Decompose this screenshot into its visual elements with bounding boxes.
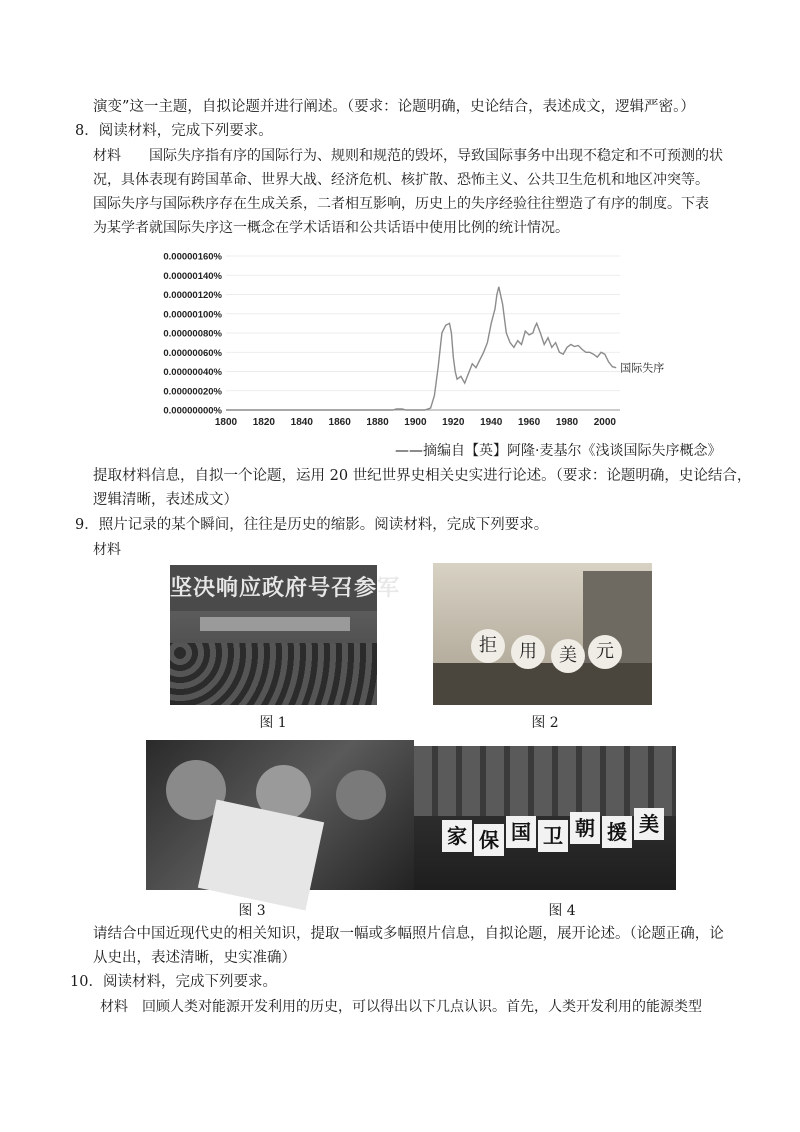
photo-2-boycott-usd — [433, 563, 652, 705]
caption-fig-4: 图 4 — [548, 903, 576, 919]
series-line-international-disorder — [226, 287, 616, 410]
question-10-title: 10．阅读材料，完成下列要求。 — [70, 974, 277, 990]
x-tick-label: 1960 — [517, 417, 541, 428]
x-tick-label: 1800 — [214, 417, 238, 428]
prev-question-tail: 演变”这一主题，自拟论题并进行阐述。（要求：论题明确，史论结合，表述成文，逻辑严密。） — [93, 99, 695, 115]
y-tick-label: 0.00000040% — [163, 367, 222, 378]
material-8-line-4: 为某学者就国际失序这一概念在学术话语和公共话语中使用比例的统计情况。 — [93, 220, 569, 236]
photo-4-sign: 卫 — [538, 820, 568, 852]
caption-fig-2: 图 2 — [531, 715, 559, 731]
photo-4-sign: 朝 — [570, 812, 600, 844]
caption-fig-1: 图 1 — [259, 715, 287, 731]
x-tick-label: 1980 — [555, 417, 579, 428]
y-tick-label: 0.00000160% — [163, 251, 222, 263]
y-tick-label: 0.00000000% — [163, 405, 222, 417]
caption-fig-3: 图 3 — [238, 903, 266, 919]
series-label: 国际失序 — [620, 362, 665, 375]
material-9-label: 材料 — [93, 542, 121, 558]
photo-2-sign: 元 — [588, 635, 622, 669]
photo-1-banner: 坚决响应政府号召参军 — [170, 576, 401, 601]
photo-4-sign: 援 — [602, 816, 632, 848]
photo-1-soldiers-parade — [170, 565, 401, 705]
y-tick-label: 0.00000100% — [163, 309, 222, 321]
x-tick-label: 2000 — [593, 417, 616, 428]
material-10-line-1: 材料 回顾人类对能源开发利用的历史，可以得出以下几点认识。首先，人类开发利用的能源类型 — [100, 999, 702, 1015]
photo-2-sign: 用 — [511, 635, 545, 669]
x-tick-label: 1900 — [404, 417, 427, 428]
question-9-title: 9．照片记录的某个瞬间，往往是历史的缩影。阅读材料，完成下列要求。 — [75, 517, 549, 533]
y-tick-label: 0.00000060% — [163, 347, 222, 359]
task-8-line-2: 逻辑清晰，表述成文） — [93, 492, 238, 508]
photo-4-sign: 国 — [506, 816, 536, 848]
x-tick-label: 1840 — [290, 417, 313, 428]
material-8-line-1: 材料 国际失序指有序的国际行为、规则和规范的毁坏，导致国际事务中出现不稳定和不可预测的状 — [93, 148, 723, 164]
x-tick-label: 1920 — [442, 417, 465, 428]
photo-4-sign: 家 — [442, 820, 472, 852]
photo-4-resist-america-aid-korea — [414, 746, 676, 890]
photo-2-sign: 拒 — [471, 629, 505, 663]
photo-2-sign: 美 — [551, 639, 585, 673]
photo-4-sign: 美 — [634, 808, 664, 840]
photo-4-sign: 保 — [474, 824, 504, 856]
x-tick-label: 1880 — [366, 417, 389, 428]
photo-3-crowd-with-document — [146, 740, 414, 890]
y-tick-label: 0.00000140% — [163, 270, 222, 282]
material-8-line-3: 国际失序与国际秩序存在生成关系，二者相互影响，历史上的失序经验往往塑造了有序的制度。下表 — [93, 196, 709, 212]
x-tick-label: 1940 — [480, 417, 503, 428]
task-9-line-1: 请结合中国近现代史的相关知识，提取一幅或多幅照片信息，自拟论题，展开论述。（论题正确，论 — [93, 926, 724, 942]
question-8-title: 8．阅读材料，完成下列要求。 — [75, 123, 273, 139]
x-tick-label: 1820 — [252, 417, 276, 428]
task-9-line-2: 从史出，表述清晰，史实准确） — [93, 950, 296, 966]
source-citation: ——摘编自【英】阿隆·麦基尔《浅谈国际失序概念》 — [395, 443, 722, 459]
y-tick-label: 0.00000120% — [163, 290, 222, 301]
material-8-line-2: 况，具体表现有跨国革命、世界大战、经济危机、核扩散、恐怖主义、公共卫生危机和地区冲突等。 — [93, 172, 709, 188]
task-8-line-1: 提取材料信息，自拟一个论题，运用 20 世纪世界史相关史实进行论述。（要求：论题明确，史论结合， — [93, 468, 752, 484]
x-tick-label: 1860 — [328, 417, 351, 428]
photo-3-document — [198, 800, 324, 911]
y-tick-label: 0.00000020% — [163, 386, 222, 398]
disorder-usage-line-chart — [140, 246, 700, 436]
y-tick-label: 0.00000080% — [163, 328, 222, 340]
